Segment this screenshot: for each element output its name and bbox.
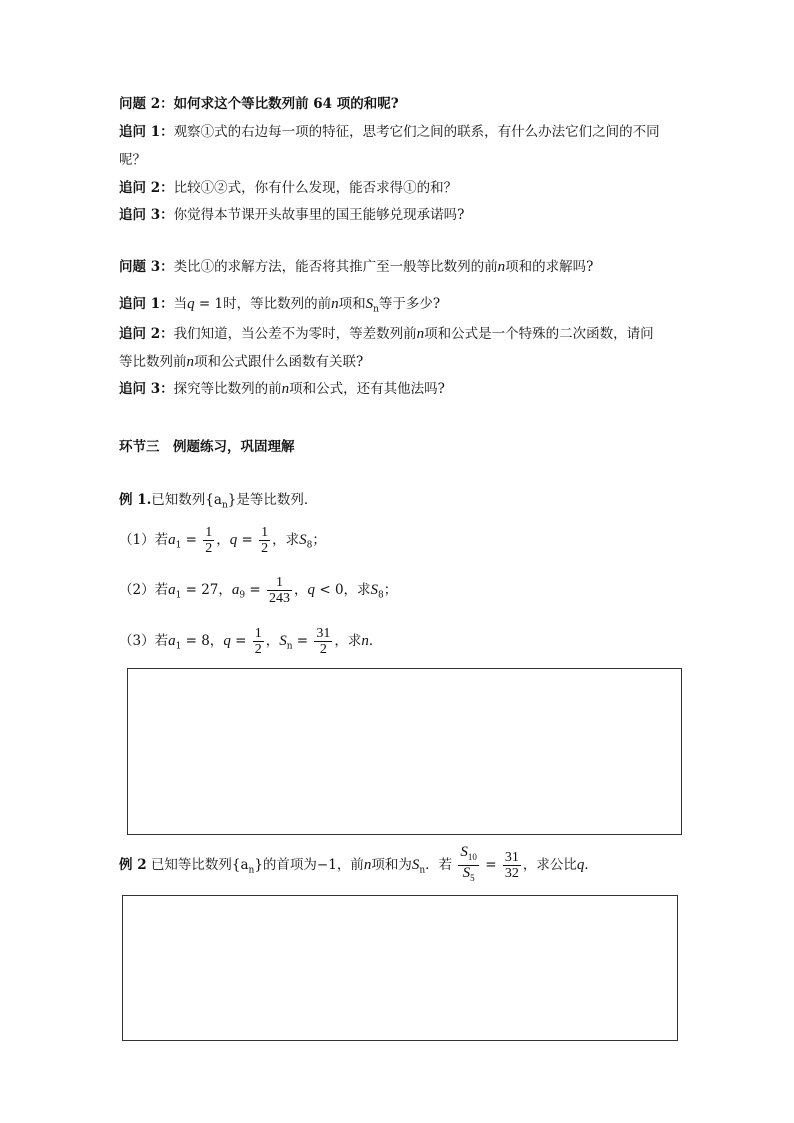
fraction: $\frac{S_{10}}{S_5}$ <box>458 845 479 886</box>
fraction: $\frac{1}{2}$ <box>261 525 269 556</box>
section-heading: 环节三 例题练习，巩固理解 <box>119 439 295 455</box>
question-2: 问题 2：如何求这个等比数列前 64 项的和呢? <box>119 96 399 112</box>
example-2-answer-box[interactable] <box>122 895 678 1041</box>
fraction: $\frac{1}{243}$ <box>269 575 291 606</box>
fraction: $\frac{31}{32}$ <box>504 849 519 881</box>
question-2-followup-2: 追问 2：比较①②式，你有什么发现，能否求得①的和？ <box>119 180 458 196</box>
example-1-part-2: （2）若$a_1 = 27$，$a_9$ = $\frac{1}{243}$ ，q < 0，求$S_8$； <box>119 575 398 606</box>
question-2-followup-3: 追问 3：你觉得本节课开头故事里的国王能够兑现承诺吗? <box>119 207 465 223</box>
question-2-followup-1-cont: 呢？ <box>119 152 146 168</box>
fraction: $\frac{31}{2}$ <box>316 626 331 657</box>
question-2-followup-1: 追问 1：观察①式的右边每一项的特征，思考它们之间的联系，有什么办法它们之间的不同 <box>119 124 660 140</box>
question-3: 问题 3：类比①的求解方法，能否将其推广至一般等比数列的前n项和的求解吗? <box>119 259 594 275</box>
question-3-followup-1: 追问 1：当q = 1时，等比数列的前n项和$S_n$等于多少? <box>119 296 441 315</box>
example-1-part-1: （1）若$a_1$ = $\frac{1}{2}$ ，q = $\frac{1}{2}$ ，求$S_8$； <box>119 525 326 556</box>
example-2-stem: 例 2 已知等比数列$\{a_n\}$的首项为−1，前n项和为$S_n$．若 $\frac{S_{10}}{S_5}$ = $\frac{31}{32}$ ，求公比q． <box>119 845 598 889</box>
question-3-followup-2: 追问 2：我们知道，当公差不为零时，等差数列前n项和公式是一个特殊的二次函数，请问 <box>119 326 654 342</box>
question-3-followup-3: 追问 3：探究等比数列的前n项和公式，还有其他法吗? <box>119 381 445 397</box>
example-1-answer-box[interactable] <box>127 668 682 835</box>
example-1-stem: 例 1.已知数列$\{a_n\}$是等比数列． <box>119 492 318 511</box>
fraction: $\frac{1}{2}$ <box>254 626 262 657</box>
fraction: $\frac{1}{2}$ <box>205 525 213 556</box>
example-1-part-3: （3）若$a_1 = 8$，q = $\frac{1}{2}$ ，$S_n$ = $\frac{31}{2}$ ，求n． <box>119 626 383 657</box>
question-3-followup-2-cont: 等比数列前n项和公式跟什么函数有关联? <box>119 354 364 370</box>
